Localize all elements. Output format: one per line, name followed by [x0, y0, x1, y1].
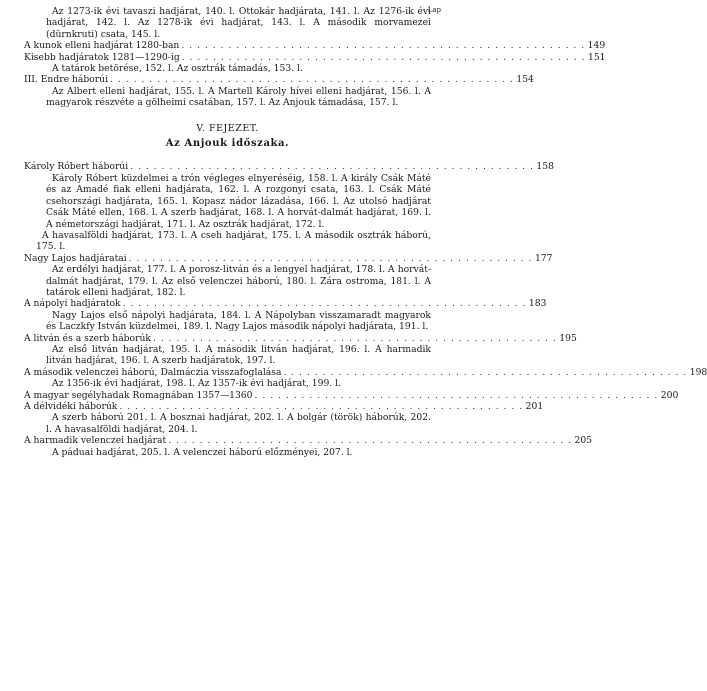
toc-entry-page: 205	[574, 435, 593, 447]
toc-entry-title: A nápolyi hadjáratok	[24, 298, 121, 310]
leader-dots: . . . . . . . . . . . . . . . . . . . . . . . . . . . . . . . . . . . . . . . . . . . . . . . . . . . .	[181, 40, 586, 52]
leader-dots: . . . . . . . . . . . . . . . . . . . . . . . . . . . . . . . . . . . . . . . . . . . . . . . . . . . .	[283, 366, 688, 378]
chapter-title: Az Anjouk időszaka.	[165, 138, 290, 150]
toc-sub-entry: Az 1273-ik évi tavaszi hadjárat, 140. l. Ottokár hadjárata, 141. l. Az 1276-ik évi hadjárat, 142. l. Az 1278-ik évi hadjárat, 143. l. A második morvamezei (dürnkruti) csata, 145. l.	[46, 6, 431, 40]
toc-entry-page: 183	[528, 298, 547, 310]
leader-dots: . . . . . . . . . . . . . . . . . . . . . . . . . . . . . . . . . . . . . . . . . . . . . . . . . . . .	[181, 51, 586, 63]
toc-entry-page: 200	[660, 389, 679, 401]
toc-entry-page: 154	[516, 74, 534, 86]
toc-sub-entry: A tatárok betörése, 152. l. Az osztrák támadás, 153. l.	[52, 63, 303, 75]
leader-dots: . . . . . . . . . . . . . . . . . . . . . . . . . . . . . . . . . . . . . . . . . . . . . . . . . . . .	[152, 332, 557, 344]
toc-main-entry[interactable]	[24, 332, 577, 344]
toc-entry-title: A magyar segélyhadak Romagnában 1357—1360	[24, 389, 253, 401]
toc-entry-title: A kunok elleni hadjárat 1280-ban	[24, 40, 180, 52]
toc-sub-entry: Az első litván hadjárat, 195. l. A második litván hadjárat, 196. l. A harmadik litván hadjárat, 196. l. A szerb hadjáratok, 197. l.	[46, 343, 431, 367]
toc-sub-entry: Nagy Lajos első nápolyi hadjárata, 184. l. A Nápolyban visszamaradt magyarok és Laczkfy István küzdelmei, 189. l. Nagy Lajos második nápolyi hadjárata, 191. l.	[46, 309, 431, 333]
page-column-label: Lap	[427, 6, 441, 14]
leader-dots: . . . . . . . . . . . . . . . . . . . . . . . . . . . . . . . . . . . . . . . . . . . . . . . . . . . .	[122, 298, 527, 310]
toc-entry-page: 149	[587, 40, 606, 52]
toc-entry-page: 198	[689, 366, 707, 378]
toc-entry-page: 158	[536, 161, 554, 173]
toc-sub-entry: A havasalföldi hadjárat, 173. l. A cseh hadjárat, 175. l. A második osztrák háború, 175. l.	[36, 229, 431, 253]
leader-dots: . . . . . . . . . . . . . . . . . . . . . . . . . . . . . . . . . . . . . . . . . . . . . . . . . . . .	[119, 401, 524, 412]
toc-entry-title: Kisebb hadjáratok 1281—1290-ig	[24, 51, 180, 63]
toc-main-entry[interactable]	[24, 401, 544, 412]
toc-entry-title: A második velenczei háború, Dalmáczia visszafoglalása	[24, 366, 282, 378]
toc-main-entry[interactable]	[24, 252, 553, 264]
toc-entry-title: Nagy Lajos hadjáratai	[24, 252, 127, 264]
toc-chapter-block	[24, 161, 707, 458]
leader-dots: . . . . . . . . . . . . . . . . . . . . . . . . . . . . . . . . . . . . . . . . . . . . . . . . . . . .	[254, 389, 659, 401]
toc-sub-entry: Károly Róbert küzdelmei a trón végleges elnyeréséig, 158. l. A király Csák Máté és az Amadé fiak elleni hadjárata, 162. l. A rozgonyi csata, 163. l. Csák Máté csehországi hadjárata, 165. l. Kopasz nádor lázadása, 166. l. Az utolsó hadjárat Csák Máté ellen, 168. l. A szerb hadjárat, 168. l. A horvát-dalmát hadjárat, 169. l. A németországi hadjárat, 171. l. Az osztrák hadjárat, 172. l.	[46, 172, 431, 230]
toc-entry-title: A harmadik velenczei hadjárat	[24, 435, 167, 447]
toc-entry-page: 151	[587, 51, 606, 63]
toc-entry-page: 195	[559, 332, 577, 344]
toc-main-entry[interactable]	[24, 389, 679, 401]
toc-sub-entry: A páduai hadjárat, 205. l. A velenczei háború előzményei, 207. l.	[52, 446, 353, 458]
toc-sub-entry: Az Albert elleni hadjárat, 155. l. A Martell Károly hívei elleni hadjárat, 156. l. A magyarok részvéte a gölheimi csatában, 157. l. Az Anjouk támadása, 157. l.	[46, 85, 431, 109]
toc-sub-entry: Az erdélyi hadjárat, 177. l. A porosz-litván és a lengyel hadjárat, 178. l. A horvát-dalmát hadjárat, 179. l. Az első velenczei háború, 180. l. Zára ostroma, 181. l. A tatárok elleni hadjárat, 182. l.	[46, 264, 431, 298]
toc-main-entry[interactable]	[24, 40, 606, 52]
toc-main-entry[interactable]	[24, 435, 593, 447]
toc-entry-title: A litván és a szerb háborúk	[24, 332, 151, 344]
toc-main-entry[interactable]	[24, 74, 534, 86]
leader-dots: . . . . . . . . . . . . . . . . . . . . . . . . . . . . . . . . . . . . . . . . . . . . . . . . . . . .	[168, 435, 573, 447]
toc-sub-entry: Az 1356-ik évi hadjárat, 198. l. Az 1357-ik évi hadjárat, 199. l.	[52, 378, 341, 390]
toc-main-entry[interactable]	[24, 298, 547, 310]
toc-entry-title: Károly Róbert háborúi	[24, 161, 129, 173]
toc-main-entry[interactable]	[24, 161, 554, 173]
toc-sub-entry: A szerb háború 201. l. A bosznai hadjárat, 202. l. A bolgár (török) háborúk, 202. l. A havasalföldi hadjárat, 204. l.	[46, 412, 431, 435]
toc-entry-title: A délvidéki háborúk	[24, 401, 118, 412]
toc-main-entry[interactable]	[24, 366, 707, 378]
chapter-number: V. FEJEZET.	[196, 122, 259, 134]
toc-main-entry[interactable]	[24, 51, 606, 63]
toc-entry-page: 201	[525, 401, 544, 412]
leader-dots: . . . . . . . . . . . . . . . . . . . . . . . . . . . . . . . . . . . . . . . . . . . . . . . . . . . .	[110, 74, 514, 86]
leader-dots: . . . . . . . . . . . . . . . . . . . . . . . . . . . . . . . . . . . . . . . . . . . . . . . . . . . .	[130, 161, 534, 173]
toc-entry-page: 177	[534, 252, 553, 264]
leader-dots: . . . . . . . . . . . . . . . . . . . . . . . . . . . . . . . . . . . . . . . . . . . . . . . . . . . .	[128, 252, 533, 264]
toc-entry-title: III. Endre háborúi	[24, 74, 109, 86]
